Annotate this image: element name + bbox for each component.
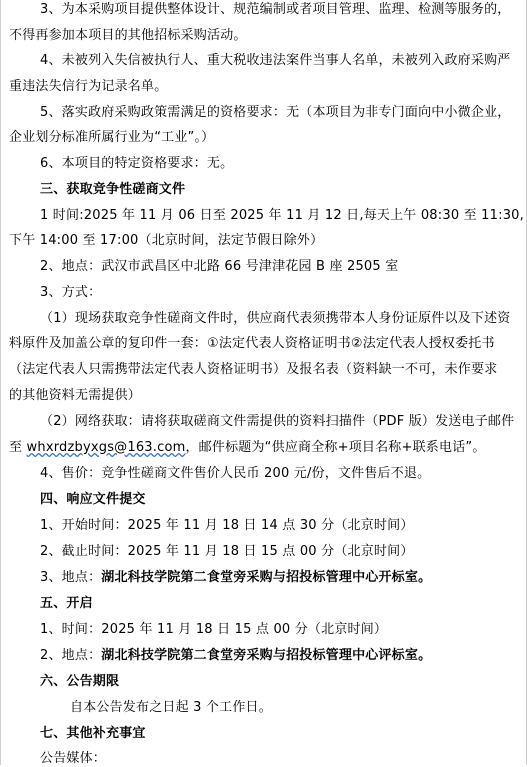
paragraph-line: 1、时间：2025 年 11 月 18 日 15 点 00 分（北京时间） (40, 622, 388, 637)
line-prefix: 2、地点： (40, 648, 102, 663)
paragraph-line: 企业划分标准所属行业为“工业”。） (9, 130, 215, 145)
paragraph-line: 下午 14:00 至 17:00（北京时间，法定节假日除外） (9, 233, 324, 248)
paragraph-line: （1）现场获取竞争性磋商文件时，供应商代表须携带本人身份证原件以及下述资 (40, 311, 511, 326)
paragraph-line: 不得再参加本项目的其他招标采购活动。 (9, 28, 247, 43)
paragraph-line (9, 440, 486, 456)
paragraph-line: 1、开始时间：2025 年 11 月 18 日 14 点 30 分（北京时间） (40, 518, 414, 533)
paragraph-line: 1 时间:2025 年 11 月 06 日至 2025 年 11 月 12 日,每天上午 08:30 至 11:30, (40, 208, 524, 223)
paragraph-line: （2）网络获取：请将获取磋商文件需提供的资料扫描件（PDF 版）发送电子邮件 (40, 414, 515, 429)
paragraph-line: 3、方式： (40, 285, 102, 300)
paragraph-line: 6、本项目的特定资格要求：无。 (40, 156, 234, 171)
line-prefix: 3、地点： (40, 570, 102, 585)
section-heading: 七、其他补充事宜 (40, 726, 146, 741)
venue-text: 湖北科技学院第二食堂旁采购与招投标管理中心开标室。 (101, 570, 432, 585)
paragraph-line (40, 570, 431, 586)
email-address: whxrdzbyxgs@163.com (26, 440, 186, 455)
paragraph-line: 4、未被列入失信被执行人、重大税收违法案件当事人名单，未被列入政府采购严 (40, 53, 511, 68)
paragraph-line: 2、截止时间：2025 年 11 月 18 日 15 点 00 分（北京时间） (40, 544, 414, 559)
section-heading: 四、响应文件提交 (40, 492, 146, 507)
line-prefix: 至 (9, 440, 27, 455)
paragraph-line: 5、落实政府采购政策需满足的资格要求：无（本项目为非专门面向中小微企业， (40, 105, 511, 120)
section-heading: 三、获取竞争性磋商文件 (40, 182, 186, 197)
line-suffix: ，邮件标题为“供应商全称+项目名称+联系电话”。 (185, 440, 486, 455)
paragraph-line: 重违法失信行为记录名单。 (9, 79, 168, 94)
paragraph-line: 料原件及加盖公章的复印件一套：①法定代表人资格证明书②法定代表人授权委托书 (9, 336, 495, 351)
paragraph-line: 4、售价：竞争性磋商文件售价人民币 200 元/份，文件售后不退。 (40, 466, 431, 481)
paragraph-line: 2、地点：武汉市武昌区中北路 66 号津津花园 B 座 2505 室 (40, 259, 399, 274)
paragraph-line (40, 648, 431, 664)
section-heading: 五、开启 (40, 596, 93, 611)
paragraph-line: （法定代表人只需携带法定代表人资格证明书）及报名表（资料缺一不可，未作要求 (9, 362, 498, 377)
paragraph-line: 3、为本采购项目提供整体设计、规范编制或者项目管理、监理、检测等服务的， (40, 2, 511, 17)
paragraph-line: 的其他资料无需提供） (9, 388, 142, 403)
paragraph-line: 自本公告发布之日起 3 个工作日。 (70, 700, 272, 715)
paragraph-line: 公告媒体： (40, 751, 107, 766)
section-heading: 六、公告期限 (40, 674, 120, 689)
venue-text: 湖北科技学院第二食堂旁采购与招投标管理中心评标室。 (101, 648, 432, 663)
